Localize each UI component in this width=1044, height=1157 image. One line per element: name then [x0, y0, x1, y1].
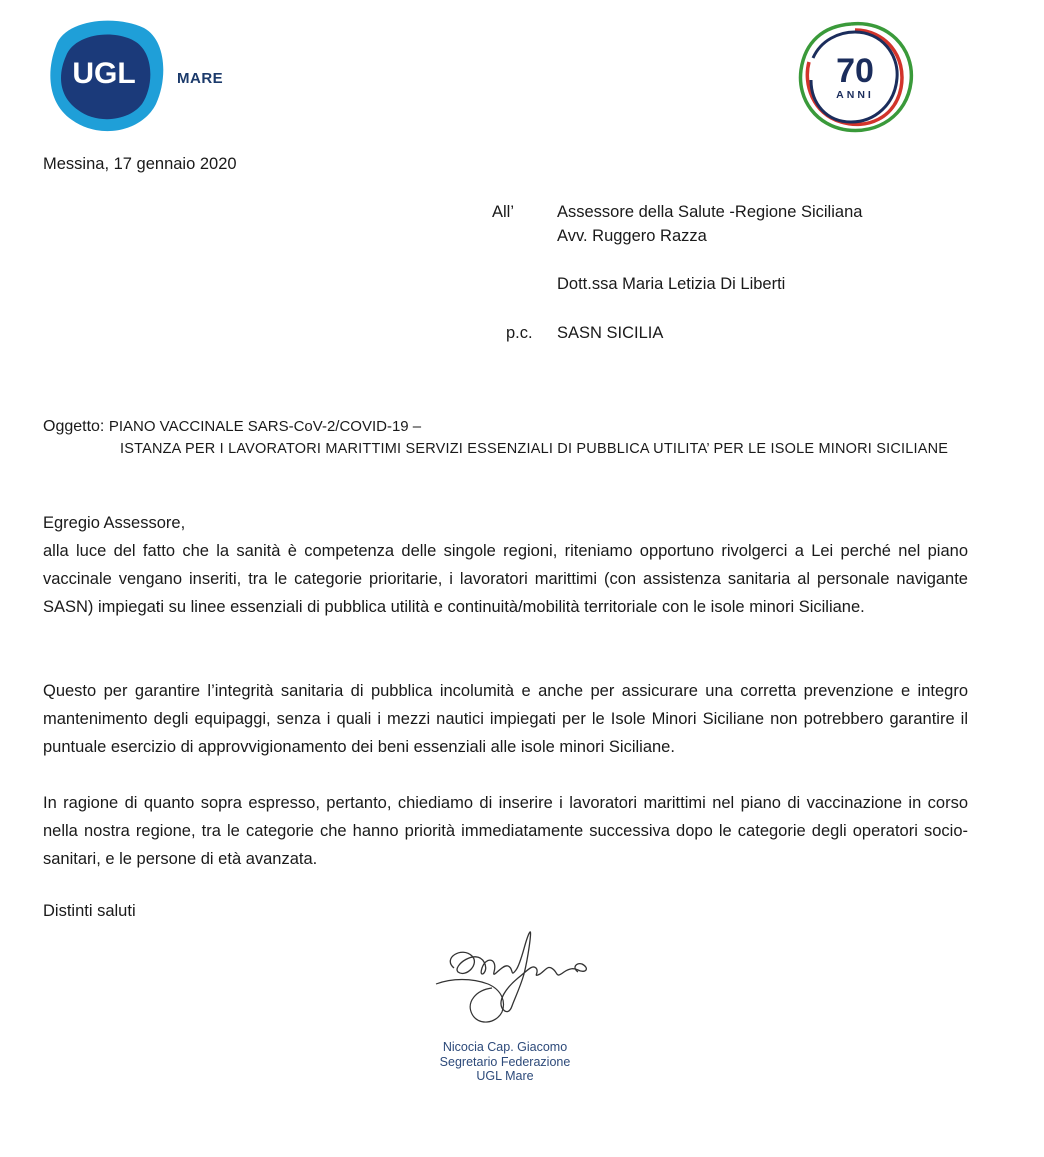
- to-label: All’: [492, 203, 515, 221]
- closing: Distinti saluti: [43, 902, 136, 920]
- paragraph-3-text: In ragione di quanto sopra espresso, pertanto, chiediamo di inserire i lavoratori marittimi nel piano di vaccinazione in corso nella nostra regione, tra le categorie che hanno priorità immediatamente successiva dopo le categorie degli operatori socio-sanitari, e le persone di età avanzata.: [43, 794, 968, 868]
- handwritten-signature: [432, 928, 602, 1028]
- subject-title: PIANO VACCINALE SARS-CoV-2/COVID-19 –: [108, 418, 422, 435]
- anniversary-word: ANNI: [836, 89, 874, 101]
- ugl-logo-text: UGL: [72, 57, 136, 90]
- paragraph-2-text: Questo per garantire l’integrità sanitaria di pubblica incolumità e anche per assicurare una corretta prevenzione e integro mantenimento degli equipaggi, senza i quali i mezzi nautici impiegati per le Isole Minori Siciliane non potrebbero garantire il puntuale esercizio di approvvigionamento dei beni essenziali alle isole minori Siciliane.: [43, 682, 968, 756]
- anniversary-number: 70: [836, 52, 874, 90]
- recipient-line: Dott.ssa Maria Letizia Di Liberti: [557, 275, 786, 293]
- letter-date: Messina, 17 gennaio 2020: [43, 155, 237, 173]
- paragraph-3: [43, 789, 968, 873]
- recipient-line: Assessore della Salute -Regione Siciliana: [557, 203, 863, 221]
- paragraph-1: [43, 537, 968, 621]
- subject-label: Oggetto:: [43, 418, 105, 435]
- paragraph-2: [43, 677, 968, 761]
- ugl-logo-subtitle: MARE: [177, 70, 224, 87]
- signatory-name: Nicocia Cap. Giacomo: [442, 1040, 568, 1054]
- cc-label: p.c.: [506, 324, 533, 342]
- cc-recipient: SASN SICILIA: [557, 324, 664, 342]
- paragraph-1-text: alla luce del fatto che la sanità è competenza delle singole regioni, riteniamo opportuno rivolgerci a Lei perché nel piano vaccinale vengano inseriti, tra le categorie prioritarie, i lavoratori marittimi (con assistenza sanitaria al personale navigante SASN) impiegati su linee essenziali di pubblica utilità e continuità/mobilità territoriale con le isole minori Siciliane.: [43, 542, 968, 616]
- subject-line: [43, 415, 421, 439]
- salutation: Egregio Assessore,: [43, 514, 186, 532]
- recipient-line: Avv. Ruggero Razza: [557, 227, 707, 245]
- subject-detail: ISTANZA PER I LAVORATORI MARITTIMI SERVIZI ESSENZIALI DI PUBBLICA UTILITA’ PER LE ISOLE MINORI SICILIANE: [120, 441, 949, 457]
- signature-block: [400, 1040, 610, 1084]
- ugl-logo: [44, 16, 164, 134]
- anniversary-logo: [793, 18, 917, 136]
- signatory-org: UGL Mare: [476, 1069, 534, 1083]
- signatory-role: Segretario Federazione: [439, 1054, 571, 1069]
